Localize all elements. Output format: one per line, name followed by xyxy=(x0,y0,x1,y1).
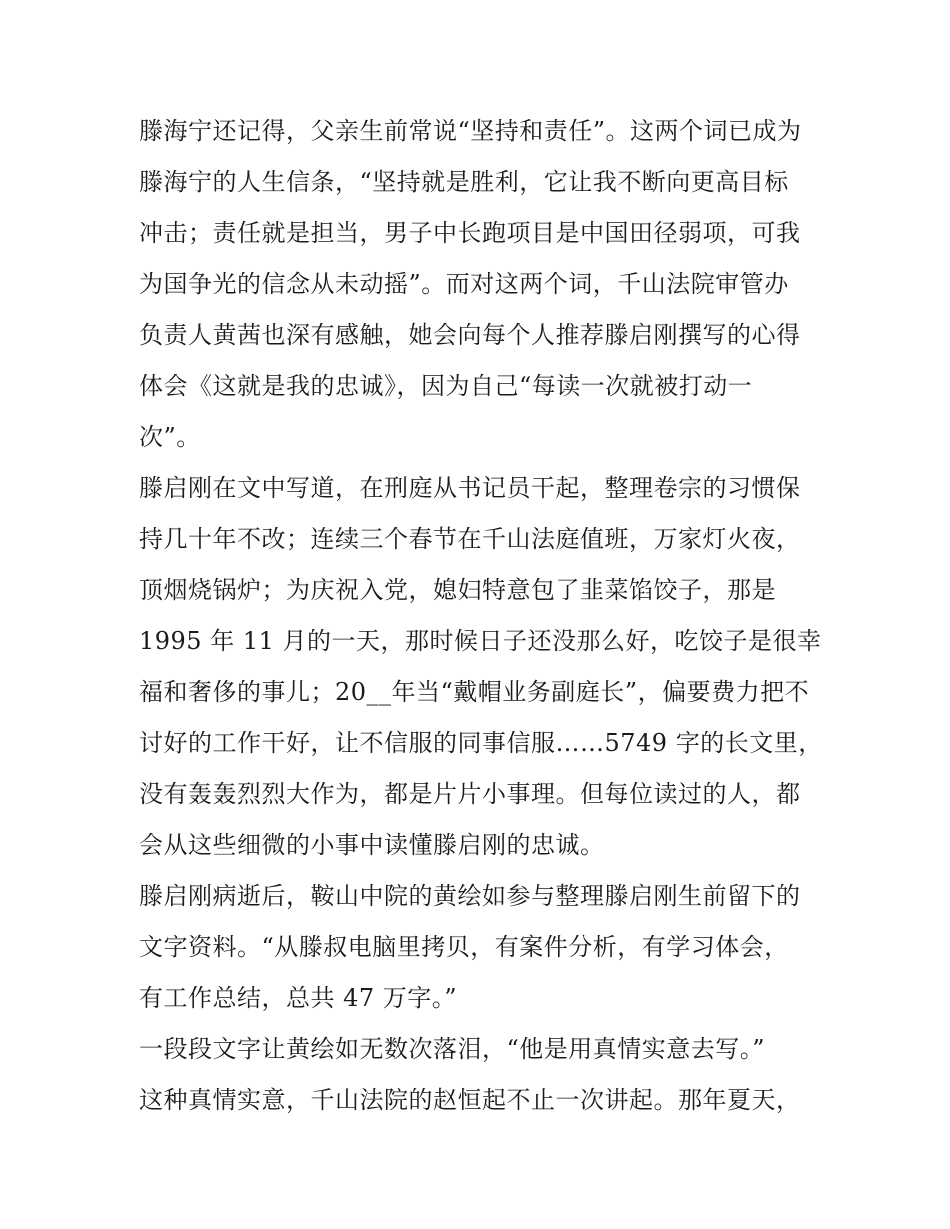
text-line: 负责人黄茜也深有感触，她会向每个人推荐滕启刚撰写的心得 xyxy=(139,321,801,349)
text-line: 顶烟烧锅炉；为庆祝入党，媳妇特意包了韭菜馅饺子，那是 xyxy=(139,576,776,604)
text-line: 一段段文字让黄绘如无数次落泪，“他是用真情实意去写。” xyxy=(139,1035,766,1063)
text-line: 滕启刚在文中写道，在刑庭从书记员干起，整理卷宗的习惯保 xyxy=(139,474,801,502)
text-line: 滕启刚病逝后，鞍山中院的黄绘如参与整理滕启刚生前留下的 xyxy=(139,882,801,910)
text-line: 有工作总结，总共 47 万字。” xyxy=(139,984,458,1012)
text-line: 讨好的工作干好，让不信服的同事信服……5749 字的长文里， xyxy=(139,729,823,757)
text-line: 体会《这就是我的忠诚》，因为自己“每读一次就被打动一 xyxy=(139,372,753,400)
text-line: 没有轰轰烈烈大作为，都是片片小事理。但每位读过的人，都 xyxy=(139,780,801,808)
text-line: 1995 年 11 月的一天，那时候日子还没那么好，吃饺子是很幸 xyxy=(139,627,822,655)
paragraph-5 xyxy=(139,1075,811,1126)
text-line: 文字资料。“从滕叔电脑里拷贝，有案件分析，有学习体会， xyxy=(139,933,789,961)
text-line: 持几十年不改；连续三个春节在千山法庭值班，万家灯火夜， xyxy=(139,525,801,553)
text-line: 滕海宁还记得，父亲生前常说“坚持和责任”。这两个词已成为 xyxy=(139,117,802,145)
text-line: 冲击；责任就是担当，男子中长跑项目是中国田径弱项，可我 xyxy=(139,219,801,247)
text-line: 会从这些细微的小事中读懂滕启刚的忠诚。 xyxy=(139,831,605,859)
paragraph-4 xyxy=(139,1024,811,1075)
text-line: 次”。 xyxy=(139,423,201,451)
paragraph-2 xyxy=(139,463,823,871)
text-line: 滕海宁的人生信条，“坚持就是胜利，它让我不断向更高目标 xyxy=(139,168,789,196)
text-line: 福和奢侈的事儿；20__年当“戴帽业务副庭长”，偏要费力把不 xyxy=(139,678,810,706)
text-line: 这种真情实意，千山法院的赵恒起不止一次讲起。那年夏天， xyxy=(139,1086,801,1114)
paragraph-3 xyxy=(139,871,811,1024)
paragraph-1 xyxy=(139,106,811,463)
text-line: 为国争光的信念从未动摇”。而对这两个词，千山法院审管办 xyxy=(139,270,789,298)
